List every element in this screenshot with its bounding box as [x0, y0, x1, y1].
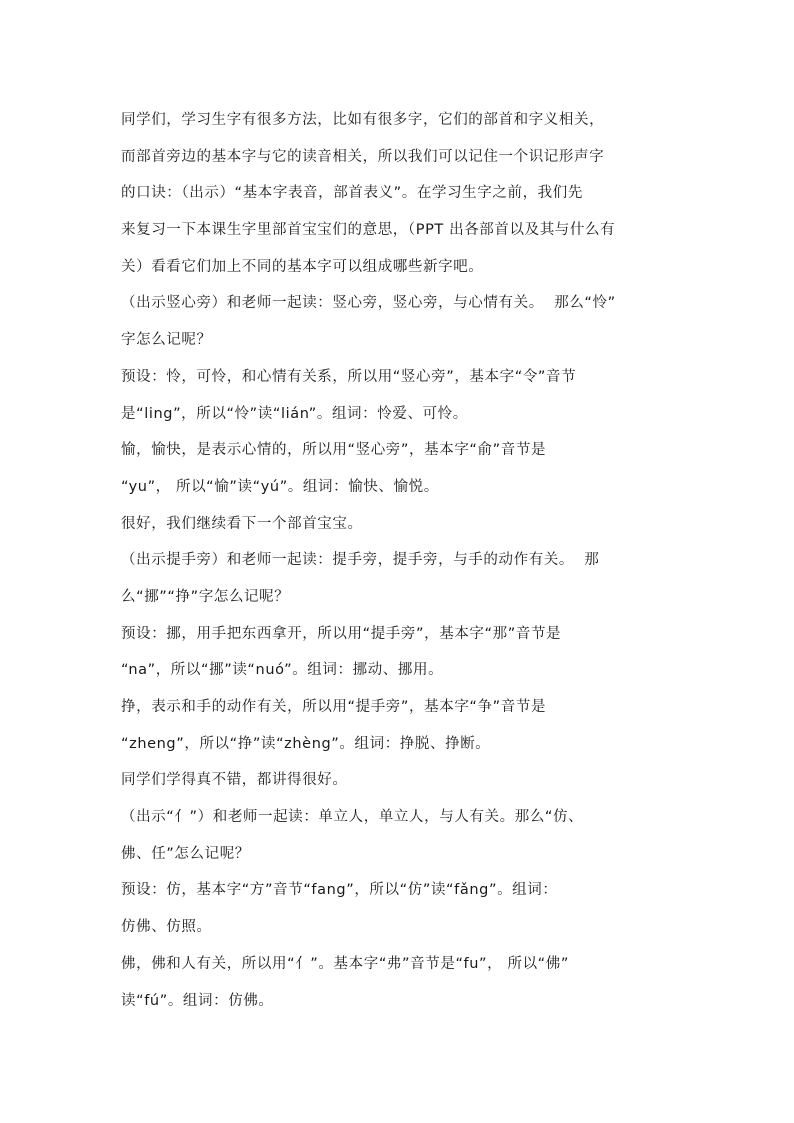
text-line: 的口诀：（出示）“基本字表音，部首表义”。在学习生字之前，我们先 — [121, 185, 583, 202]
text-line: 愉，愉快，是表示心情的，所以用“竖心旁”，基本字“俞”音节是 — [121, 442, 547, 459]
text-line: “zheng”，所以“挣”读“zhèng”。组词：挣脱、挣断。 — [121, 735, 491, 752]
text-line: 同学们学得真不错，都讲得很好。 — [121, 772, 348, 789]
text-line: 佛，佛和人有关，所以用“亻”。基本字“弗”音节是“fu”， 所以“佛” — [121, 955, 569, 972]
text-line: 读“fú”。组词：仿佛。 — [121, 992, 274, 1009]
text-line: 而部首旁边的基本字与它的读音相关，所以我们可以记住一个识记形声字 — [121, 148, 605, 165]
text-line: （出示竖心旁）和老师一起读：竖心旁，竖心旁，与心情有关。 那么“怜” — [121, 295, 616, 312]
text-line: 预设：挪，用手把东西拿开，所以用“提手旁”，基本字“那”音节是 — [121, 625, 562, 642]
text-line: 关）看看它们加上不同的基本字可以组成哪些新字吧。 — [121, 258, 484, 275]
text-line: 字怎么记呢？ — [121, 332, 212, 349]
document-body — [121, 107, 677, 1024]
text-line: 佛、任”怎么记呢？ — [121, 845, 250, 862]
text-line: “na”，所以“挪”读“nuó”。组词：挪动、挪用。 — [121, 662, 444, 679]
text-line: 是“ling”，所以“怜”读“lián”。组词：怜爱、可怜。 — [121, 405, 468, 422]
text-line: （出示“亻”）和老师一起读：单立人，单立人，与人有关。那么“仿、 — [121, 809, 584, 826]
text-line: （出示提手旁）和老师一起读：提手旁，提手旁，与手的动作有关。 那 — [121, 552, 600, 569]
text-line: 挣，表示和手的动作有关，所以用“提手旁”，基本字“争”音节是 — [121, 699, 547, 715]
text-line: 仿佛、仿照。 — [121, 919, 212, 936]
text-line: 很好，我们继续看下一个部首宝宝。 — [121, 515, 363, 532]
text-line: “yu”， 所以“愉”读“yú”。组词：愉快、愉悦。 — [121, 478, 439, 495]
text-line: 来复习一下本课生字里部首宝宝们的意思，（PPT 出各部首以及其与什么有 — [121, 222, 616, 239]
text-line: 预设：仿，基本字“方”音节“fang”，所以“仿”读“fǎng”。组词： — [121, 882, 558, 899]
text-line: 同学们，学习生字有很多方法，比如有很多字，它们的部首和字义相关， — [121, 112, 605, 128]
text-line: 么“挪”“挣”字怎么记呢？ — [121, 588, 290, 605]
text-line: 预设：怜，可怜，和心情有关系，所以用“竖心旁”，基本字“令”音节 — [121, 368, 577, 385]
